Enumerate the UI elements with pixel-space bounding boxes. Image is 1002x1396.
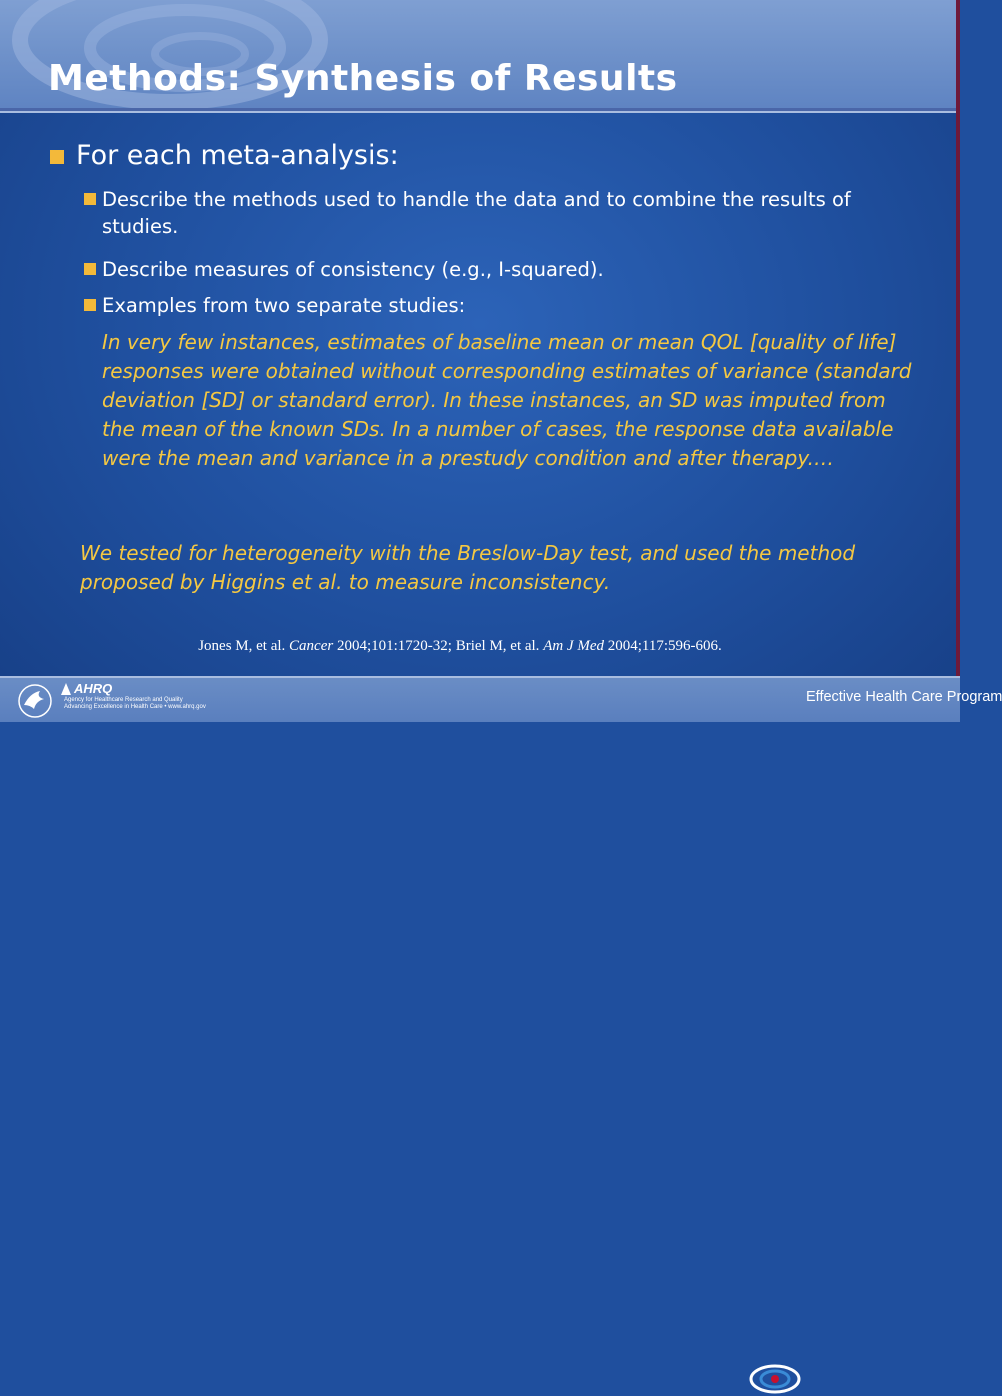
bullet-square-icon (50, 150, 64, 164)
bullet-sub-3 (84, 292, 924, 319)
bullet-main (50, 140, 399, 171)
effective-health-care-logo-text: Effective Health Care Program (806, 689, 1002, 705)
bullet-square-icon (84, 299, 96, 311)
bullet-sub-2 (84, 256, 924, 283)
ahrq-tagline-line-1: Agency for Healthcare Research and Quality (64, 697, 183, 703)
reference-journal: Am J Med (543, 638, 604, 654)
bullet-main-text: For each meta-analysis: (76, 140, 399, 171)
reference-part: Jones M, et al. (198, 638, 290, 654)
reference-part: 2004;101:1720-32; Briel M, et al. (333, 638, 544, 654)
right-edge-stripe (956, 0, 960, 720)
quote-example-1: In very few instances, estimates of baseline mean or mean QOL [quality of life] responses were obtained without corresponding estimates of variance (standard deviation [SD] or standard error). In these instances, an SD was imputed from the mean of the known SDs. In a number of cases, the response data available were the mean and variance in a prestudy condition and after therapy.… (102, 330, 912, 470)
bullet-sub-1 (84, 186, 924, 240)
reference-citation (0, 638, 920, 655)
bullet-sub-text: Describe the methods used to handle the data and to combine the results of studies. (102, 188, 851, 238)
ahrq-logo-text: AHRQ (74, 681, 113, 696)
ahrq-logo-icon (60, 682, 72, 696)
bullet-sub-text: Describe measures of consistency (e.g., I-squared). (102, 258, 604, 281)
title-bar (0, 0, 960, 108)
title-divider-highlight (0, 111, 960, 113)
quote-example-2: We tested for heterogeneity with the Breslow-Day test, and used the method proposed by Higgins et al. to measure inconsistency. (80, 541, 856, 594)
ahrq-tagline (64, 697, 206, 711)
slide-title: Methods: Synthesis of Results (48, 58, 678, 99)
hhs-eagle-icon (16, 683, 54, 719)
reference-journal: Cancer (289, 638, 334, 654)
bullet-sub-text: Examples from two separate studies: (102, 294, 466, 317)
effective-health-care-logo-icon (748, 1362, 802, 1396)
bullet-square-icon (84, 193, 96, 205)
bullet-square-icon (84, 263, 96, 275)
ahrq-tagline-line-2: Advancing Excellence in Health Care • www.ahrq.gov (64, 704, 206, 710)
reference-part: 2004;117:596-606. (604, 638, 722, 654)
